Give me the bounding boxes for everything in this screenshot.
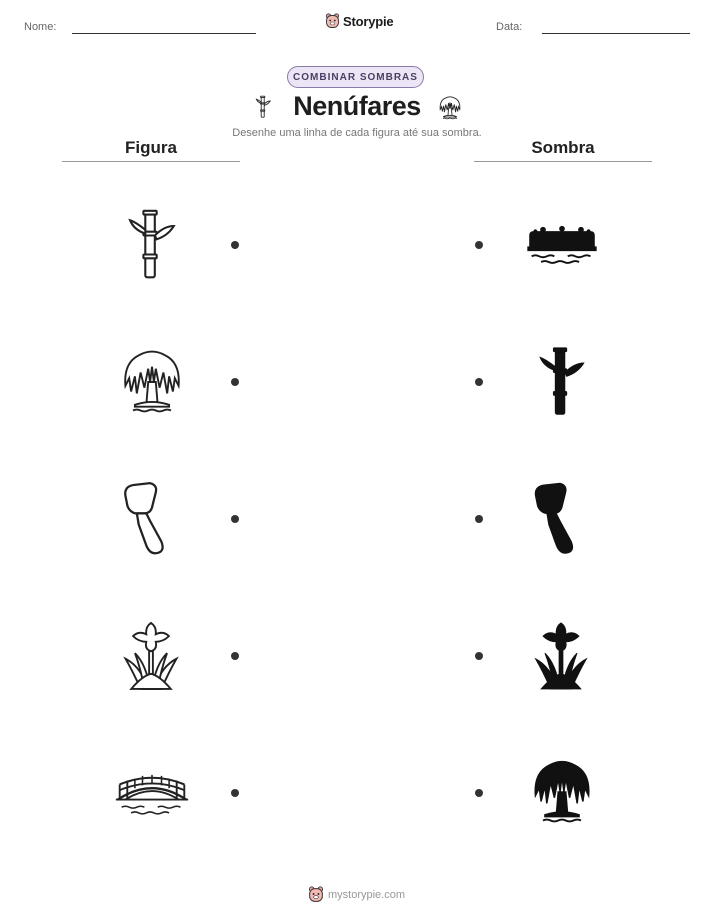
brand-name: Storypie bbox=[343, 13, 394, 29]
willow-tree-icon bbox=[114, 344, 190, 420]
arched-bridge-shadow-icon bbox=[524, 212, 600, 274]
activity-badge: COMBINAR SOMBRAS bbox=[287, 66, 424, 88]
page-title: Nenúfares bbox=[293, 91, 421, 121]
figure-dot-4[interactable] bbox=[231, 652, 239, 660]
willow-tree-title-icon bbox=[436, 94, 464, 122]
storypie-mascot-footer-icon bbox=[308, 886, 324, 903]
shadow-column-underline bbox=[474, 161, 652, 162]
figure-dot-1[interactable] bbox=[231, 241, 239, 249]
shadow-dot-5[interactable] bbox=[475, 789, 483, 797]
bamboo-icon bbox=[122, 207, 180, 283]
arched-bridge-icon bbox=[114, 762, 190, 822]
figure-dot-2[interactable] bbox=[231, 378, 239, 386]
figure-dot-5[interactable] bbox=[231, 789, 239, 797]
paintbrush-shadow-icon bbox=[528, 481, 594, 557]
date-label: Data: bbox=[496, 21, 523, 33]
figure-column-underline bbox=[62, 161, 240, 162]
shadow-dot-1[interactable] bbox=[475, 241, 483, 249]
name-field-line[interactable] bbox=[72, 33, 256, 34]
name-label: Nome: bbox=[24, 21, 57, 33]
footer bbox=[308, 886, 405, 903]
figure-column-title: Figura bbox=[125, 138, 177, 157]
shadow-dot-3[interactable] bbox=[475, 515, 483, 523]
shadow-column-title: Sombra bbox=[531, 138, 595, 157]
footer-site: mystorypie.com bbox=[328, 888, 406, 901]
shadow-dot-4[interactable] bbox=[475, 652, 483, 660]
willow-tree-shadow-icon bbox=[524, 754, 600, 830]
figure-dot-3[interactable] bbox=[231, 515, 239, 523]
instructions-text: Desenhe uma linha de cada figura até sua sombra. bbox=[232, 127, 482, 139]
storypie-mascot-icon bbox=[325, 13, 340, 29]
bamboo-shadow-icon bbox=[532, 344, 590, 420]
iris-flower-shadow-icon bbox=[528, 617, 594, 693]
date-field-line[interactable] bbox=[542, 33, 690, 34]
paintbrush-icon bbox=[118, 481, 184, 557]
brand-logo bbox=[325, 13, 393, 29]
iris-flower-icon bbox=[118, 617, 184, 693]
shadow-dot-2[interactable] bbox=[475, 378, 483, 386]
